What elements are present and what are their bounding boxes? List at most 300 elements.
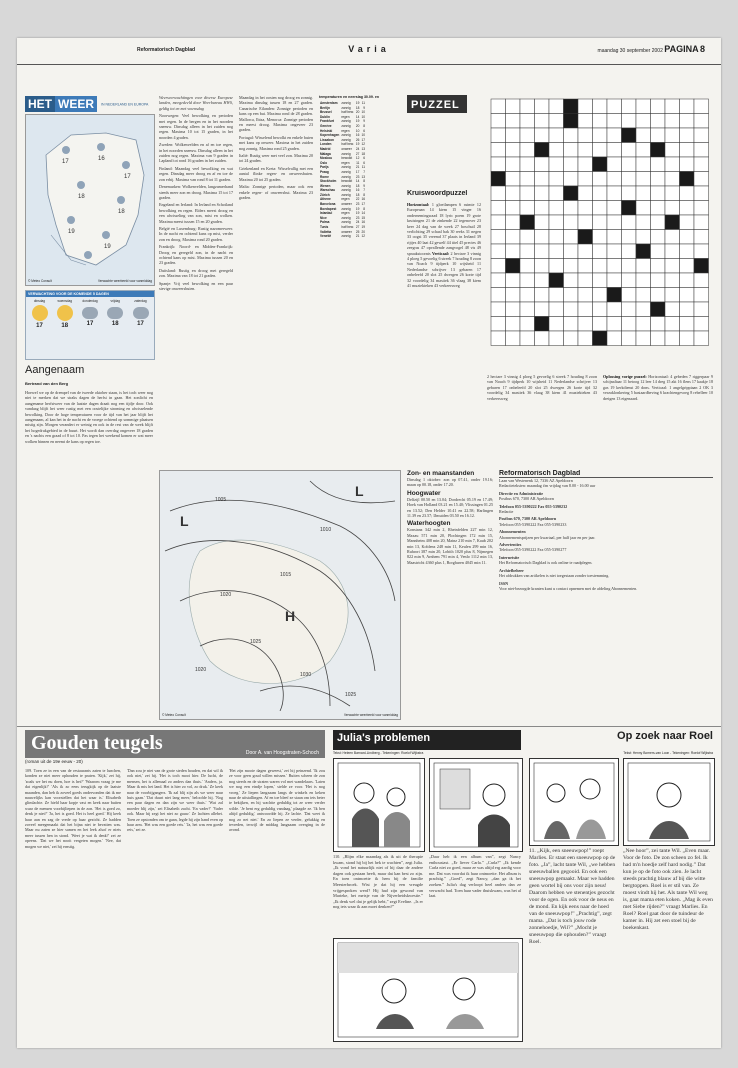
weather-state: zonnig [341, 188, 351, 193]
max-temp: 21 [355, 165, 360, 170]
min-temp: 16 [361, 197, 365, 202]
isobar-label: 1005 [215, 497, 227, 503]
weather-country-text: Portugal: Wisselend bewolkt en enkele buien met kans op onweer. Maxima in het zuiden nog zonnig. Maxima rond 25 graden. [239, 134, 313, 151]
max-temp: 16 [355, 133, 360, 138]
crossword-cell [520, 288, 535, 303]
colophon-line: Internetsite [499, 554, 520, 560]
crossword-cell [636, 172, 651, 187]
crossword-cell [651, 99, 666, 114]
masthead-date-page [598, 44, 705, 54]
crossword-cell [578, 288, 593, 303]
puzzle-clues [407, 202, 481, 462]
gouden-column-2: 'Dan zou je niet van de grote steden houden, en dat wil ik ook niet,' zei hij. 'Het is toch mooi hier. De lucht, de mensen, het is allemaal zo anders dan thuis.' 'Anders, ja. Maar ik mis het land. Het is hier zo vol, zo druk.' Ze keek naar de voorbijgangers. 'Ik zal blij zijn als we weer naar huis gaan.' 'Dat duurt niet lang meer,' beloofde hij. 'Nog een paar dagen en dan zijn we weer thuis.' 'Wat zal moeder blij zijn,' zei Elisabeth zacht. 'En vader?' 'Vader ook. Maar hij zegt het niet zo gauw.' Ze lachten allebei. Toen ze opstonden om te gaan, legde hij zijn hand even op haar arm. 'Het was een goede reis.' 'Ja, het was een goede reis,' zei ze. [127, 768, 223, 833]
crossword-grid-graphic [487, 95, 713, 369]
crossword-cell [636, 302, 651, 317]
weather-state: regen [341, 114, 350, 119]
colophon-line: Postbus 670, 7300 AR Apeldoorn [499, 496, 554, 502]
crossword-cell [636, 114, 651, 129]
crossword-cell [680, 114, 695, 129]
svg-text:19: 19 [68, 229, 75, 235]
max-temp: 19 [355, 142, 360, 147]
crossword-cell [564, 172, 579, 187]
svg-text:18: 18 [78, 194, 85, 200]
crossword-cell [506, 114, 521, 129]
max-temp: 20 [355, 110, 360, 115]
crossword-cell [549, 114, 564, 129]
julia-panel-image-3 [333, 938, 523, 1042]
crossword-cell [694, 244, 709, 259]
crossword-cell [535, 302, 550, 317]
weather-europe-column-1 [159, 95, 233, 465]
colophon-line: Advertenties [499, 542, 522, 548]
crossword-grid [487, 95, 713, 369]
temperature-row [319, 179, 366, 184]
crossword-cell [578, 172, 593, 187]
city-name: Warschau [320, 188, 336, 193]
crossword-cell [593, 317, 608, 332]
crossword-cell [636, 143, 651, 158]
crossword-cell [535, 288, 550, 303]
crossword-cell [636, 288, 651, 303]
colophon-line: Telefoon 055-5390222 Fax 055-5390233 [499, 521, 567, 527]
max-temp: 14 [355, 179, 360, 184]
crossword-cell [593, 172, 608, 187]
crossword-cell [665, 114, 680, 129]
crossword-cell [578, 99, 593, 114]
crossword-black-cell [593, 157, 608, 172]
synoptic-map-graphic [160, 471, 400, 711]
crossword-cell [607, 186, 622, 201]
crossword-cell [593, 259, 608, 274]
crossword-cell [564, 157, 579, 172]
crossword-cell [549, 186, 564, 201]
colophon-line: Postbus 670, 7300 AR Apeldoorn [499, 516, 557, 522]
svg-text:19: 19 [104, 244, 111, 250]
weather-state: half bew. [341, 110, 354, 115]
crossword-cell [578, 317, 593, 332]
min-temp: 19 [361, 225, 365, 230]
julia-banner [333, 730, 521, 750]
crossword-cell [578, 331, 593, 346]
waterhoogten-title: Waterhoogten [407, 520, 451, 528]
isobar-label: 1020 [220, 592, 232, 598]
crossword-cell [506, 128, 521, 143]
crossword-black-cell [491, 172, 506, 187]
masthead [17, 38, 721, 65]
weather-country-text: Zweden: Wolkenvelden en af en toe regen, in het noorden sneeuw. Dinsdag alleen in het zuiden nog regen. Maxima van 9 graden in Lapland tot rond 16 graden in het zuiden. [159, 142, 233, 164]
crossword-cell [593, 273, 608, 288]
crossword-cell [564, 128, 579, 143]
weather-country-text: Noorwegen: Veel bewolking en perioden met regen. In de bergen en in het noorden sneeuw. Dinsdag alleen in het zuiden nog regen. Maxima 10 tot 15 graden, in het noorden 4 graden. [159, 113, 233, 140]
crossword-cell [491, 244, 506, 259]
min-temp: 17 [361, 137, 365, 142]
city-name: Istanbul [320, 211, 333, 216]
crossword-cell [549, 317, 564, 332]
crossword-cell [491, 302, 506, 317]
crossword-cell [506, 302, 521, 317]
roel-credits: Tekst: Henny Bomers-van Loon - Tekeningen: Roelof Wijkstra [623, 751, 713, 755]
isobar-label: 1030 [300, 672, 312, 678]
crossword-cell [578, 302, 593, 317]
crossword-cell [680, 230, 695, 245]
hoogwater-text: Delfzijl 00.50 en 13.04; Dordrecht 05.19 en 17.49; Hoek van Holland 03.21 en 15.40; Vlissingen 01.25 en 13.52; Den Helder 10.41 en 22.58; Harlingen 11.39 en 23.57; IJmuiden 03.50 en 16.12. [407, 496, 493, 519]
crossword-cell [680, 157, 695, 172]
city-name: Madrid [320, 146, 331, 151]
weather-country-text: Engeland en Ierland: In Ierland en Schotland bewolking en regen. Elders meest droog en een afwisseling van zon, mist en wolken. Maxima meest tussen 15 en 20 graden. [159, 202, 233, 224]
crossword-cell [578, 143, 593, 158]
forecast-day [129, 299, 152, 329]
netherlands-map-graphic [26, 115, 154, 275]
min-temp: 10 [361, 133, 365, 138]
gouden-column-1: 109. Toen ze in een van de restaurants zaten te lunchen, konden ze niet meer ophouden te praten. 'Kijk,' zei hij, 'zoals we het nu doen, hoe is het?' 'Waarom vraag je me dat eigenlijk?' 'Als ik zo eens terugkijk op de laatste maanden, dan heb ik zoveel goeds ondervonden dat ik me nauwelijks kan voorstellen dat het waar is.' Elisabeth glimlachte. Ze hield haar kopje vast en keek naar buiten waar de mensen voorbijliepen in de zon. 'Het is goed zo, denk je niet?' 'Ja, het is goed. Het is heel goed.' Hij keek haar aan en zag de vrede op haar gezicht. Ze hadden zoveel meegemaakt dat het bijna niet te bevatten was. Maar nu zaten ze hier samen en het leek alsof er niets meer tussen hen in stond. 'Weet je wat ik denk?' zei ze opeens. 'Dat we het nooit vergeten mogen.' 'Nee, dat mogen we niet,' zei hij ernstig. [25, 768, 121, 849]
crossword-cell [549, 143, 564, 158]
crossword-cell [694, 288, 709, 303]
max-temp: 12 [355, 156, 360, 161]
crossword-cell [535, 114, 550, 129]
julia-panel-image-1 [333, 758, 425, 852]
julia-panel-text-2: „Daar heb ik een album van”, zegt Nancy enthousiast. „Er liever Carla.” „Carla?” „Ik kende Carla niet zo goed, maar ze was altijd erg aardig voor me. Dat was voordat ik haar ontmoette. Het album is prachtig.” „Goed”, zegt Nancy, „dan ga ik het zoeken.” Julia's dag verloopt heel anders dan ze verwacht had. Toen haar vader thuiskwam, was het al laat. [429, 854, 521, 899]
synoptic-caption-right: Verwachte weerbeeld voor vanmiddag [343, 713, 398, 717]
crossword-black-cell [694, 259, 709, 274]
weather-logo-sub: IN NEDERLAND EN EUROPA [101, 102, 149, 107]
crossword-cell [491, 143, 506, 158]
city-name: Frankfurt [320, 119, 334, 124]
crossword-cell [535, 230, 550, 245]
temperature-row [319, 101, 366, 106]
weather-country-text: Italië: Rustig weer met veel zon. Maxima 20 tot 24 graden. [239, 153, 313, 164]
gouden-title: Gouden teugels [31, 732, 163, 754]
crossword-cell [593, 186, 608, 201]
city-name: Venetië [320, 234, 332, 239]
weather-state: regen [341, 211, 350, 216]
weather-state: zonnig [341, 101, 351, 105]
forecast-temp: 17 [86, 321, 94, 327]
min-temp: 7 [363, 188, 365, 193]
crossword-cell [694, 128, 709, 143]
crossword-cell [694, 99, 709, 114]
crossword-cell [651, 186, 666, 201]
crossword-cell [491, 273, 506, 288]
masthead-page-number: 8 [699, 44, 705, 54]
city-name: Athene [320, 197, 331, 202]
crossword-black-cell [622, 201, 637, 216]
crossword-cell [506, 230, 521, 245]
max-temp: 23 [355, 202, 360, 207]
crossword-cell [491, 288, 506, 303]
weather-state: bewolkt [341, 179, 353, 184]
max-temp: 10 [355, 128, 360, 133]
forecast-day-name: donderdag [82, 299, 98, 303]
min-temp: 18 [361, 151, 365, 156]
city-name: Tunis [320, 225, 329, 230]
crossword-cell [506, 201, 521, 216]
city-name: Barcelona [320, 202, 336, 207]
crossword-cell [578, 259, 593, 274]
crossword-cell [564, 302, 579, 317]
crossword-cell [491, 317, 506, 332]
roel-panel-image-1 [529, 758, 619, 846]
crossword-cell [665, 157, 680, 172]
crossword-cell [680, 201, 695, 216]
weather-state: zonnig [341, 151, 351, 156]
min-temp: 9 [363, 105, 365, 110]
crossword-cell [622, 215, 637, 230]
weather-state: zonnig [341, 192, 351, 197]
puzzle-verticaal-label: Verticaal: [432, 250, 450, 256]
crossword-cell [636, 273, 651, 288]
temperature-table-header: temperaturen en neerslag 30.09. en [319, 95, 380, 99]
crossword-cell [564, 273, 579, 288]
synoptic-weather-map [159, 470, 401, 720]
colophon-line: Het afdrukken van artikelen is niet toegestaan zonder toestemming. [499, 573, 610, 579]
city-name: Genève [320, 123, 332, 128]
city-name: Rome [320, 174, 329, 179]
julia-title: Julia's problemen [337, 732, 431, 744]
crossword-cell [520, 114, 535, 129]
city-name: Helsinki [320, 128, 333, 133]
city-name: Stockholm [320, 179, 337, 184]
svg-text:L: L [355, 483, 364, 499]
min-temp: 13 [361, 174, 365, 179]
colophon-line: Archiefbeheer [499, 567, 524, 573]
forecast-day-name: zaterdag [134, 299, 147, 303]
aangenaam-byline: Bertrand van den Berg [25, 381, 69, 386]
crossword-cell [651, 215, 666, 230]
crossword-cell [665, 317, 680, 332]
isobar-label: 1025 [345, 692, 357, 698]
crossword-cell [520, 128, 535, 143]
weather-state: zonnig [341, 123, 351, 128]
city-name: Wenen [320, 183, 331, 188]
city-name: Nice [320, 215, 327, 220]
weather-country-text: België en Luxemburg: Rustig nazomerweer. In de nacht en ochtend kans op mist, verder zon en droog. Maxima rond 20 graden. [159, 225, 233, 242]
masthead-section: Varia [348, 44, 390, 54]
crossword-cell [665, 331, 680, 346]
temperature-row [319, 234, 366, 239]
crossword-cell [506, 317, 521, 332]
city-name: Dublin [320, 114, 330, 119]
min-temp: 13 [361, 146, 365, 151]
puzzle-solution-h: Horizontaal: 4 gebeden 7 riggerpaar 9 schijnaltaar 11 betoog 12 leer 14 dreg 15 akt 16 flens 17 kaakje 18 gas 19 kerkdienst 20 dons. [603, 374, 713, 390]
crossword-cell [680, 302, 695, 317]
crossword-cell [520, 143, 535, 158]
puzzle-horizontaal-clues: 1 gloeilampen 6 ruimte 12 Europeaan 14 kiem 15 vinger 16 ondernemingsraad 18 lyric poem 19 grote kruisingen 21 de zinkende 22 tegenover 23 keer 24 dag van de week 27 boschuil 28 verlichting 29 schaal bak 30 reeks 31 negen 33 oogst 35 vreemd 37 plaats in Ierland 39 rijtjes 40 laat 42 gewelf 44 titel 45 precies 46 zeegras 47 opvallende zangvogel 48 vis 49 spraakstoornis [407, 202, 481, 256]
weather-map-netherlands [25, 114, 155, 286]
crossword-cell [651, 201, 666, 216]
weather-state: onweer [341, 146, 352, 151]
puzzle-verticaal-clues: 2 hectare 3 vinnig 4 ploeg 5 gevoelig 6 streek 7 houding 8 zoon van Noach 9 tijdperk 10 wijsheid 11 Nederlandse schrijver 13 gebaren 17 onbeleefd 20 slot 25 dwergen 26 korte tijd 32 voordelig 34 mastiek 36 vlaag 38 kiem 41 muziekteken 43 verkeersweg [407, 250, 481, 289]
crossword-cell [593, 114, 608, 129]
colophon-line: Telefoon 055-5390222 Fax 055-5390232 [499, 503, 568, 509]
crossword-cell [593, 143, 608, 158]
crossword-cell [520, 244, 535, 259]
min-temp: 9 [363, 119, 365, 124]
min-temp: 10 [361, 114, 365, 119]
colophon-line: Telefoon 055-5390222 Fax 055-5390277 [499, 547, 567, 553]
crossword-cell [636, 215, 651, 230]
forecast-day-name: vrijdag [110, 299, 120, 303]
puzzle-verticaal-continued: 2 hectare 3 vinnig 4 ploeg 5 gevoelig 6 streek 7 houding 8 zoon van Noach 9 tijdperk 10 wijsheid 11 Nederlandse schrijver 13 gebaren 17 onbeleefd 20 slot 25 dwergen 26 korte tijd 32 voordelig 34 mastiek 36 vlaag 38 kiem 41 muziekteken 43 verkeersweg [487, 374, 597, 401]
forecast-days [26, 297, 154, 331]
crossword-cell [491, 186, 506, 201]
city-name: Amsterdam [320, 101, 338, 105]
crossword-cell [520, 186, 535, 201]
crossword-cell [506, 157, 521, 172]
colophon-line: Abonnementen [499, 529, 526, 535]
crossword-cell [607, 215, 622, 230]
crossword-cell [593, 302, 608, 317]
crossword-cell [520, 317, 535, 332]
crossword-cell [520, 259, 535, 274]
max-temp: 18 [355, 183, 360, 188]
city-name: Palma [320, 220, 330, 225]
crossword-cell [593, 128, 608, 143]
roel-banner [529, 730, 713, 750]
min-temp: 6 [363, 160, 365, 165]
weather-country-text: Maandag in het oosten nog droog en zonnig. Maxima dinsdag tussen 18 en 27 graden. Canarische Eilanden: Zonnige perioden en kans op een bui. Maxima rond de 28 graden. Mallorca, Ibiza, Menorca: Zonnige perioden en meest droog. Maxima ongeveer 23 graden. [239, 95, 313, 133]
crossword-cell [680, 215, 695, 230]
city-name: Brussel [320, 110, 332, 115]
city-name: Oslo [320, 160, 328, 165]
max-temp: 24 [355, 220, 360, 225]
temperature-table-grid [319, 101, 366, 239]
crossword-cell [651, 244, 666, 259]
sun-icon [32, 305, 48, 321]
crossword-cell [651, 172, 666, 187]
crossword-cell [506, 99, 521, 114]
crossword-cell [578, 128, 593, 143]
weather-logo-het: HET [25, 96, 55, 112]
crossword-cell [564, 215, 579, 230]
weather-state: half bew. [341, 142, 354, 147]
max-temp: 16 [355, 188, 360, 193]
temperature-row [319, 202, 366, 207]
crossword-cell [651, 230, 666, 245]
crossword-cell [665, 143, 680, 158]
crossword-cell [607, 230, 622, 245]
min-temp: 17 [361, 202, 365, 207]
crossword-cell [680, 99, 695, 114]
svg-text:H: H [285, 608, 296, 624]
weather-state: zonnig [341, 234, 351, 239]
crossword-cell [694, 302, 709, 317]
crossword-cell [506, 244, 521, 259]
crossword-cell [622, 317, 637, 332]
forecast-day-name: dinsdag [33, 299, 46, 303]
crossword-cell [491, 157, 506, 172]
crossword-cell [680, 143, 695, 158]
crossword-cell [549, 128, 564, 143]
crossword-black-cell [564, 114, 579, 129]
crossword-cell [651, 128, 666, 143]
min-temp: 15 [361, 215, 365, 220]
crossword-cell [694, 273, 709, 288]
crossword-cell [607, 114, 622, 129]
crossword-cell [564, 143, 579, 158]
min-temp: 14 [361, 211, 365, 216]
crossword-cell [535, 201, 550, 216]
min-temp: 8 [363, 206, 365, 211]
min-temp: 8 [363, 192, 365, 197]
crossword-cell [607, 201, 622, 216]
crossword-cell [549, 288, 564, 303]
weather-country-text: Finland: Maandag veel bewolking en wat regen. Dinsdag meer droog en af en toe de zon erbij. Maxima van rond 8 tot 11 graden. [159, 165, 233, 182]
crossword-cell [578, 215, 593, 230]
crossword-cell [535, 259, 550, 274]
crossword-black-cell [593, 331, 608, 346]
weather-state: zonnig [341, 133, 351, 138]
crossword-cell [694, 186, 709, 201]
crossword-cell [564, 331, 579, 346]
weather-country-text: Griekenland en Kreta: Wisselvallig met een aantal flinke regen- en onweersbuien. Maxima 20 tot 25 graden. [239, 165, 313, 182]
puzzle-solution [603, 374, 713, 464]
crossword-cell [535, 172, 550, 187]
min-temp: 6 [363, 128, 365, 133]
roel-title: Op zoek naar Roel [617, 730, 713, 742]
crossword-cell [549, 230, 564, 245]
temperature-row [319, 124, 366, 129]
crossword-black-cell [535, 143, 550, 158]
crossword-cell [651, 317, 666, 332]
colophon-line: Redactie [499, 509, 514, 515]
aangenaam-title: Aangenaam [25, 364, 85, 376]
weather-state: zonnig [341, 119, 351, 124]
colophon-lines [499, 478, 713, 591]
max-temp: 20 [355, 123, 360, 128]
max-temp: 25 [355, 229, 360, 234]
masthead-date: maandag 30 september 2002 [597, 48, 663, 54]
svg-text:17: 17 [62, 159, 69, 165]
colophon-line: Voor niet-bezorgde kranten kunt u contact opnemen met de afdeling Abonnementen. [499, 585, 638, 591]
crossword-cell [636, 230, 651, 245]
cloud-icon [107, 307, 123, 319]
crossword-cell [491, 114, 506, 129]
crossword-cell [578, 273, 593, 288]
roel-panel-text-2: „Nee hoor”, zei tante Wil. „Even maar. Voor de foto. De zon scheen zo fel. Ik had m'n hoedje zelf hard nodig.” Dat kun je op de foto ook zien. Je lacht steeds prachtig blauw af bij die witte bergtoppen. Roel is er stil van. Ze moest vindt hij het. Als tante Wil weg is, gaat mama eten koken. „Mag ik even met Siebe rijden?” vraagt Marlies. En Roel? Roel gaat door de tuindeur de kamer in. Hij zet een stoel bij de boekenkast. [623, 848, 713, 931]
weather-country-text: Frankrijk: Noord- en Midden-Frankrijk: Droog en geregeld zon, in de nacht en ochtend kans op mist. Maxima tussen 20 en 23 graden. [159, 244, 233, 266]
city-name: Málaga [320, 151, 331, 156]
colophon-line: Redactieteksten: maandag t/m vrijdag van 8.00 - 16.00 uur [499, 483, 596, 489]
temperature-table [319, 95, 399, 465]
crossword-cell [593, 244, 608, 259]
crossword-cell [535, 215, 550, 230]
crossword-cell [636, 317, 651, 332]
weather-map-caption-right: Verwachte weerbeeld voor vanmiddag [97, 279, 152, 283]
isobar-label: 1020 [195, 667, 207, 673]
crossword-cell [694, 331, 709, 346]
colophon-line: Abonnementsprijzen per kwartaal, per half jaar en per jaar. [499, 534, 596, 540]
weather-country-text: Denemarken: Wolkenvelden, langzamerhand steeds meer zon en droog. Maxima 15 tot 17 graden. [159, 184, 233, 200]
min-temp: 12 [361, 142, 365, 147]
crossword-cell [665, 230, 680, 245]
crossword-cell [622, 244, 637, 259]
crossword-cell [491, 128, 506, 143]
forecast-header: VERWACHTING VOOR DE KOMENDE 5 DAGEN [26, 291, 154, 297]
weather-state: zonnig [341, 165, 351, 170]
hoogwater-title: Hoogwater [407, 489, 441, 497]
newspaper-page [17, 38, 721, 1048]
five-day-forecast [25, 290, 155, 360]
crossword-cell [622, 288, 637, 303]
city-name: Zürich [320, 192, 330, 197]
city-name: Berlijn [320, 105, 330, 110]
crossword-cell [622, 331, 637, 346]
city-name: Londen [320, 142, 332, 147]
crossword-black-cell [651, 302, 666, 317]
weather-state: regen [341, 128, 350, 133]
crossword-black-cell [564, 186, 579, 201]
crossword-cell [622, 143, 637, 158]
